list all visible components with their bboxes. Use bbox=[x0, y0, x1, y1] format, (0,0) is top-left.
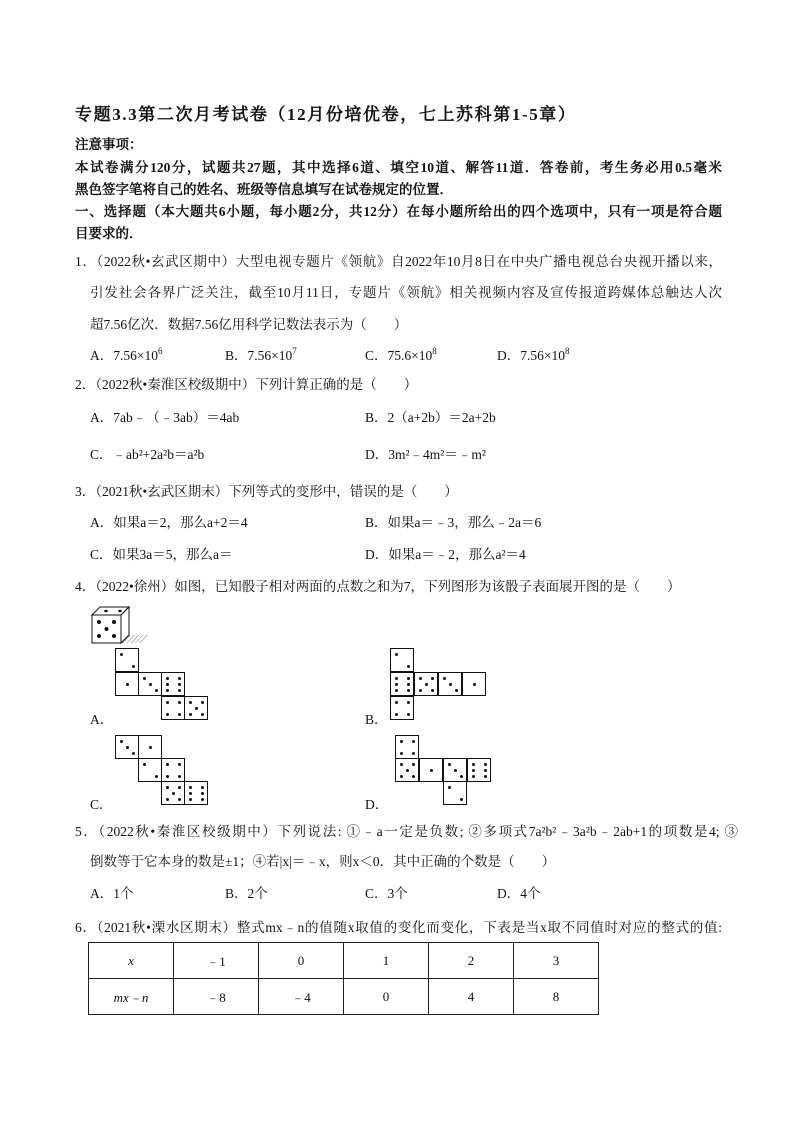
pip bbox=[189, 786, 192, 789]
pip bbox=[155, 775, 158, 778]
pip bbox=[178, 786, 181, 789]
q2-option-c: C．﹣ab²+2a²b＝a²b bbox=[90, 447, 205, 462]
table-cell: mx﹣n bbox=[89, 979, 174, 1015]
pip bbox=[473, 683, 476, 686]
pip bbox=[189, 701, 192, 704]
q4-stem-line: 4．（2022•徐州）如图，已知骰子相对两面的点数之和为7，下列图形为该骰子表面展开图的是（ ） bbox=[75, 579, 681, 594]
pip bbox=[407, 683, 410, 686]
die-face bbox=[443, 781, 467, 805]
die-face bbox=[184, 781, 208, 805]
pip bbox=[400, 752, 403, 755]
q2-stem-line: 2．（2022秋•秦淮区校级期中）下列计算正确的是（ ） bbox=[75, 377, 418, 392]
die-face bbox=[467, 758, 491, 782]
pip bbox=[178, 775, 181, 778]
pip bbox=[189, 792, 192, 795]
q5-option-b: B．2个 bbox=[225, 886, 268, 901]
pip bbox=[407, 689, 410, 692]
pip bbox=[132, 752, 135, 755]
die-face bbox=[161, 781, 185, 805]
q1-option-d bbox=[497, 347, 570, 365]
pip bbox=[407, 677, 410, 680]
pip bbox=[178, 798, 181, 801]
pip bbox=[460, 798, 463, 801]
pip bbox=[412, 752, 415, 755]
die-face bbox=[414, 672, 438, 696]
die-face bbox=[115, 672, 139, 696]
table-cell: x bbox=[89, 943, 174, 979]
pip bbox=[149, 683, 152, 686]
exponent: 7 bbox=[292, 346, 297, 356]
dice-illustration bbox=[90, 603, 154, 645]
pip bbox=[443, 677, 446, 680]
q1-option-a bbox=[90, 347, 163, 365]
q3-option-b: B．如果a＝﹣3，那么﹣2a＝6 bbox=[365, 515, 542, 530]
pip bbox=[412, 775, 415, 778]
die-face bbox=[390, 672, 414, 696]
pip bbox=[166, 763, 169, 766]
table-cell: 0 bbox=[344, 979, 429, 1015]
q4-option-d-label: D． bbox=[365, 797, 389, 812]
table-cell: 4 bbox=[429, 979, 514, 1015]
pip bbox=[166, 713, 169, 716]
notice-line: 黑色签字笔将自己的姓名、班级等信息填写在试卷规定的位置． bbox=[75, 182, 453, 197]
pip bbox=[407, 701, 410, 704]
table-cell: 0 bbox=[259, 943, 344, 979]
section-heading-line: 目要求的． bbox=[75, 226, 143, 241]
pip bbox=[412, 763, 415, 766]
pip bbox=[484, 769, 487, 772]
pip bbox=[431, 677, 434, 680]
die-face bbox=[138, 672, 162, 696]
pip bbox=[172, 792, 175, 795]
pip bbox=[166, 677, 169, 680]
pip bbox=[201, 701, 204, 704]
pip bbox=[455, 689, 458, 692]
pip bbox=[395, 683, 398, 686]
pip bbox=[189, 798, 192, 801]
die-face bbox=[390, 648, 414, 672]
pip bbox=[155, 689, 158, 692]
q4-option-a-label: A． bbox=[90, 712, 114, 727]
pip bbox=[166, 689, 169, 692]
q3-option-a: A．如果a＝2，那么a+2＝4 bbox=[90, 515, 248, 530]
q5-stem-line: 倒数等于它本身的数是±1；④若|x|＝﹣x，则x＜0．其中正确的个数是（ ） bbox=[90, 854, 556, 869]
pip bbox=[166, 683, 169, 686]
pip bbox=[400, 775, 403, 778]
pip bbox=[400, 763, 403, 766]
die-face bbox=[115, 735, 139, 759]
table-cell: ﹣4 bbox=[259, 979, 344, 1015]
notice-heading: 注意事项： bbox=[75, 137, 143, 152]
pip bbox=[201, 798, 204, 801]
q5-option-c: C．3个 bbox=[365, 886, 408, 901]
option-text: B．7.56×10 bbox=[225, 348, 293, 363]
table-cell: ﹣1 bbox=[174, 943, 259, 979]
die-face bbox=[138, 758, 162, 782]
die-face bbox=[115, 648, 139, 672]
pip bbox=[407, 713, 410, 716]
option-text: D．7.56×10 bbox=[497, 348, 565, 363]
pip bbox=[201, 792, 204, 795]
table-row bbox=[89, 979, 599, 1015]
die-face bbox=[443, 758, 467, 782]
pip bbox=[395, 701, 398, 704]
pip bbox=[178, 683, 181, 686]
pip bbox=[166, 775, 169, 778]
pip bbox=[143, 677, 146, 680]
pip bbox=[419, 677, 422, 680]
die-face bbox=[438, 672, 462, 696]
q4-option-c-label: C． bbox=[90, 797, 113, 812]
pip bbox=[201, 786, 204, 789]
notice-line: 本试卷满分120分，试题共27题，其中选择6道、填空10道、解答11道．答卷前，考生务必用0.5毫米 bbox=[75, 160, 722, 175]
pip bbox=[412, 740, 415, 743]
pip bbox=[406, 769, 409, 772]
pip bbox=[430, 769, 433, 772]
pip bbox=[472, 763, 475, 766]
pip bbox=[395, 713, 398, 716]
pip bbox=[395, 689, 398, 692]
pip bbox=[484, 775, 487, 778]
exponent: 8 bbox=[432, 346, 437, 356]
pip bbox=[201, 713, 204, 716]
q4-option-b-label: B． bbox=[365, 712, 388, 727]
q2-option-b: B．2（a+2b）＝2a+2b bbox=[365, 410, 496, 425]
die-face bbox=[395, 735, 419, 759]
q1-stem-line: 超7.56亿次．数据7.56亿用科学记数法表示为（ ） bbox=[90, 317, 408, 332]
q3-stem-line: 3．（2021秋•玄武区期末）下列等式的变形中，错误的是（ ） bbox=[75, 484, 458, 499]
pip bbox=[126, 746, 129, 749]
pip bbox=[460, 775, 463, 778]
pip bbox=[400, 740, 403, 743]
die-face bbox=[184, 696, 208, 720]
q2-option-d: D．3m²﹣4m²＝﹣m² bbox=[365, 447, 486, 462]
exponent: 8 bbox=[565, 346, 570, 356]
table-cell: ﹣8 bbox=[174, 979, 259, 1015]
pip bbox=[472, 775, 475, 778]
option-text: A．7.56×10 bbox=[90, 348, 158, 363]
pip bbox=[448, 763, 451, 766]
die-face bbox=[161, 758, 185, 782]
pip bbox=[120, 740, 123, 743]
die-face bbox=[161, 696, 185, 720]
pip bbox=[431, 689, 434, 692]
table-cell: 2 bbox=[429, 943, 514, 979]
die-face bbox=[419, 758, 443, 782]
q1-stem-line: 1．（2022秋•玄武区期中）大型电视专题片《领航》自2022年10月8日在中央广播电视总台央视开播以来， bbox=[75, 254, 722, 269]
q1-stem-line: 引发社会各界广泛关注，截至10月11日，专题片《领航》相关视频内容及宣传报道跨媒体总触达人次 bbox=[90, 285, 722, 300]
pip bbox=[419, 689, 422, 692]
pip bbox=[425, 683, 428, 686]
pip bbox=[132, 665, 135, 668]
pip bbox=[178, 701, 181, 704]
pip bbox=[395, 653, 398, 656]
pip bbox=[407, 665, 410, 668]
table-cell: 8 bbox=[514, 979, 599, 1015]
q6-stem-line: 6．（2021秋•溧水区期末）整式mx﹣n的值随x取值的变化而变化，下表是当x取不同值时对应的整式的值: bbox=[75, 920, 722, 935]
q3-option-c: C．如果3a＝5，那么a＝ bbox=[90, 547, 233, 562]
value-table bbox=[88, 942, 599, 1015]
pip bbox=[472, 769, 475, 772]
die-face bbox=[462, 672, 486, 696]
pip bbox=[395, 677, 398, 680]
pip bbox=[126, 683, 129, 686]
pip bbox=[195, 707, 198, 710]
q5-option-d: D．4个 bbox=[497, 886, 541, 901]
pip bbox=[120, 653, 123, 656]
q1-option-c bbox=[365, 347, 437, 365]
option-text: C．75.6×10 bbox=[365, 348, 433, 363]
q5-option-a: A．1个 bbox=[90, 886, 134, 901]
pip bbox=[178, 713, 181, 716]
exponent: 6 bbox=[158, 346, 163, 356]
pip bbox=[166, 701, 169, 704]
pip bbox=[178, 689, 181, 692]
die-face bbox=[161, 672, 185, 696]
table-row bbox=[89, 943, 599, 979]
pip bbox=[178, 677, 181, 680]
q2-option-a: A．7ab﹣（﹣3ab）＝4ab bbox=[90, 410, 240, 425]
pip bbox=[449, 683, 452, 686]
die-face bbox=[395, 758, 419, 782]
pip bbox=[166, 786, 169, 789]
q3-option-d: D．如果a＝﹣2，那么a²＝4 bbox=[365, 547, 526, 562]
pip bbox=[149, 746, 152, 749]
pip bbox=[143, 763, 146, 766]
die-face bbox=[390, 696, 414, 720]
pip bbox=[448, 786, 451, 789]
pip bbox=[454, 769, 457, 772]
pip bbox=[166, 798, 169, 801]
section-heading-line: 一、选择题（本大题共6小题，每小题2分，共12分）在每小题所给出的四个选项中，只有一项是符合题 bbox=[75, 204, 722, 219]
table-cell: 3 bbox=[514, 943, 599, 979]
q1-option-b bbox=[225, 347, 297, 365]
pip bbox=[189, 713, 192, 716]
die-face bbox=[138, 735, 162, 759]
paper-title: 专题3.3第二次月考试卷（12月份培优卷，七上苏科第1-5章） bbox=[75, 105, 577, 124]
q5-stem-line: 5．（2022秋•秦淮区校级期中）下列说法: ①﹣a一定是负数; ②多项式7a²b²﹣3a²b﹣2ab+1的项数是4; ③ bbox=[75, 824, 738, 839]
pip bbox=[178, 763, 181, 766]
table-cell: 1 bbox=[344, 943, 429, 979]
pip bbox=[484, 763, 487, 766]
